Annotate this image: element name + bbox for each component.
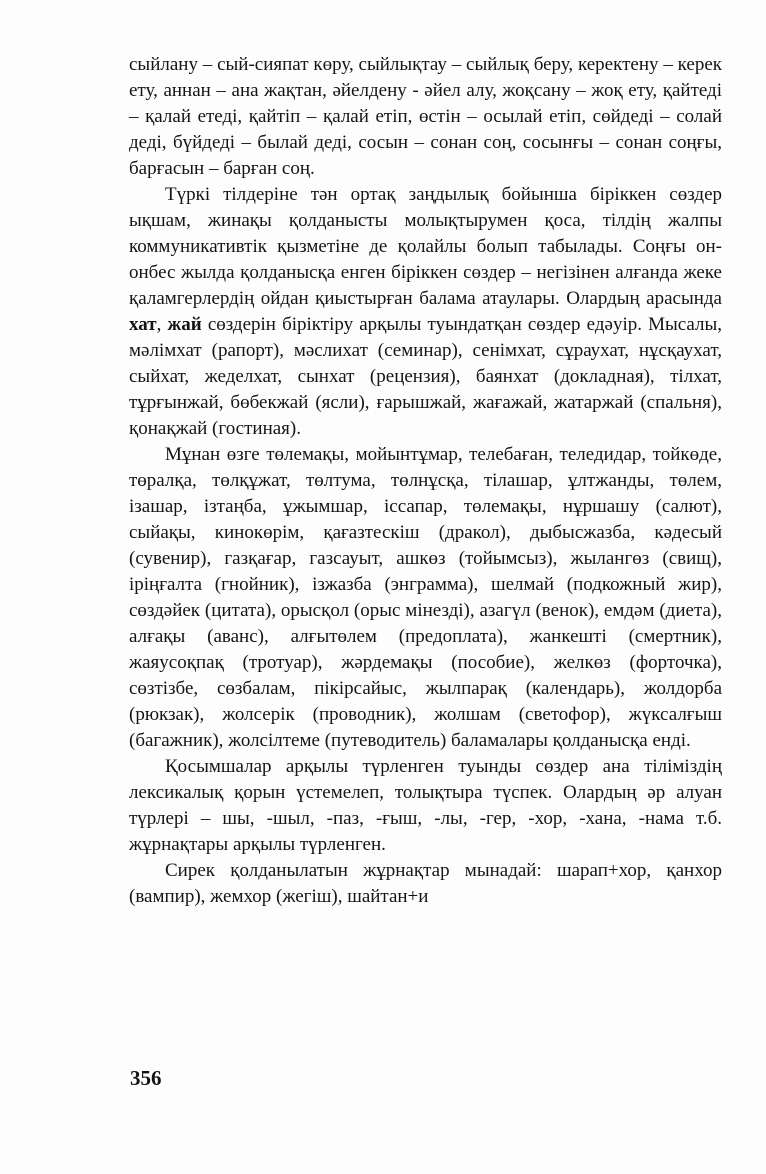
paragraph-5: Сирек қолданылатын жұрнақтар мынадай: шарап+хор, қанхор (вампир), жемхор (жегіш), шайтан+и [129,860,722,907]
paragraph-3: Мұнан өзге төлемақы, мойынтұмар, телебаған, теледидар, тойкөде, төралқа, төлқұжат, төлтума, төлнұсқа, тілашар, ұлтжанды, төлем, ізашар, ізтаңба, ұжымшар, іссапар, төлемақы, нұршашу (салют), сыйақы, кинокөрім, қағазтескіш (дракол), дыбысжазба, кәдесый (сувенир), газқағар, газсауыт, ашкөз (тойымсыз), жылангөз (свищ), іріңғалта (гнойник), ізжазба (энграмма), шелмай (подкожный жир), сөздәйек (цитата), орысқол (орыс мінезді), азагүл (венок), емдәм (диета), алғақы (аванс), алғытөлем (предоплата), жанкешті (смертник), жаяусоқпақ (тротуар), жәрдемақы (пособие), желкөз (форточка), сөзтізбе, сөзбалам, пікірсайыс, жылпарақ (календарь), жолдорба (рюкзак), жолсерік (проводник), жолшам (светофор), жүксалғыш (багажник), жолсілтеме (путеводитель) баламалары қолданысқа енді. [129,444,722,751]
body-text [129,52,722,910]
bold-term-zhai: жай [167,314,202,335]
page-number: 356 [130,1066,162,1090]
separator: , [156,314,168,335]
paragraph-4: Қосымшалар арқылы түрленген туынды сөздер ана тілімiздің лексикалық қорын үстемелеп, толықтыра түспек. Олардың әр алуан түрлері – шы, -шыл, -паз, -ғыш, -лы, -гер, -хор, -хана, -нама т.б. жұрнақтары арқылы түрленген. [129,756,722,855]
paragraph-2 [129,182,722,442]
paragraph-2-text-a: Түркі тілдеріне тән ортақ заңдылық бойынша біріккен сөздер ықшам, жинақы қолданысты молықтырумен қоса, тілдің жалпы коммуникативтік қызметіне де қолайлы болып табылады. Соңғы он-онбес жылда қолданысқа енген біріккен сөздер – негізінен алғанда жеке қаламгерлердің ойдан қиыстырған балама атаулары. Олардың арасында [129,184,722,309]
bold-term-khat: хат [129,314,157,335]
paragraph-2-text-b: сөздерін біріктіру арқылы туындатқан сөздер едәуір. Мысалы, мәлімхат (рапорт), мәслихат (семинар), сенімхат, сұраухат, нұсқаухат, сыйхат, жеделхат, сынхат (рецензия), баянхат (докладная), тілхат, тұрғынжай, бөбекжай (ясли), ғарышжай, жағажай, жатаржай (спальня), қонақжай (гостиная). [129,314,723,439]
paragraph-1: сыйлану – сый-сияпат көру, сыйлықтау – сыйлық беру, керектену – керек ету, аннан – ана жақтан, әйелдену - әйел алу, жоқсану – жоқ ету, қайтеді – қалай етеді, қайтіп – қалай етіп, өстін – осылай етіп, сөйдеді – солай деді, бүйдеді – былай деді, сосын – сонан соң, сосынғы – сонан соңғы, барғасын – барған соң. [129,54,722,179]
